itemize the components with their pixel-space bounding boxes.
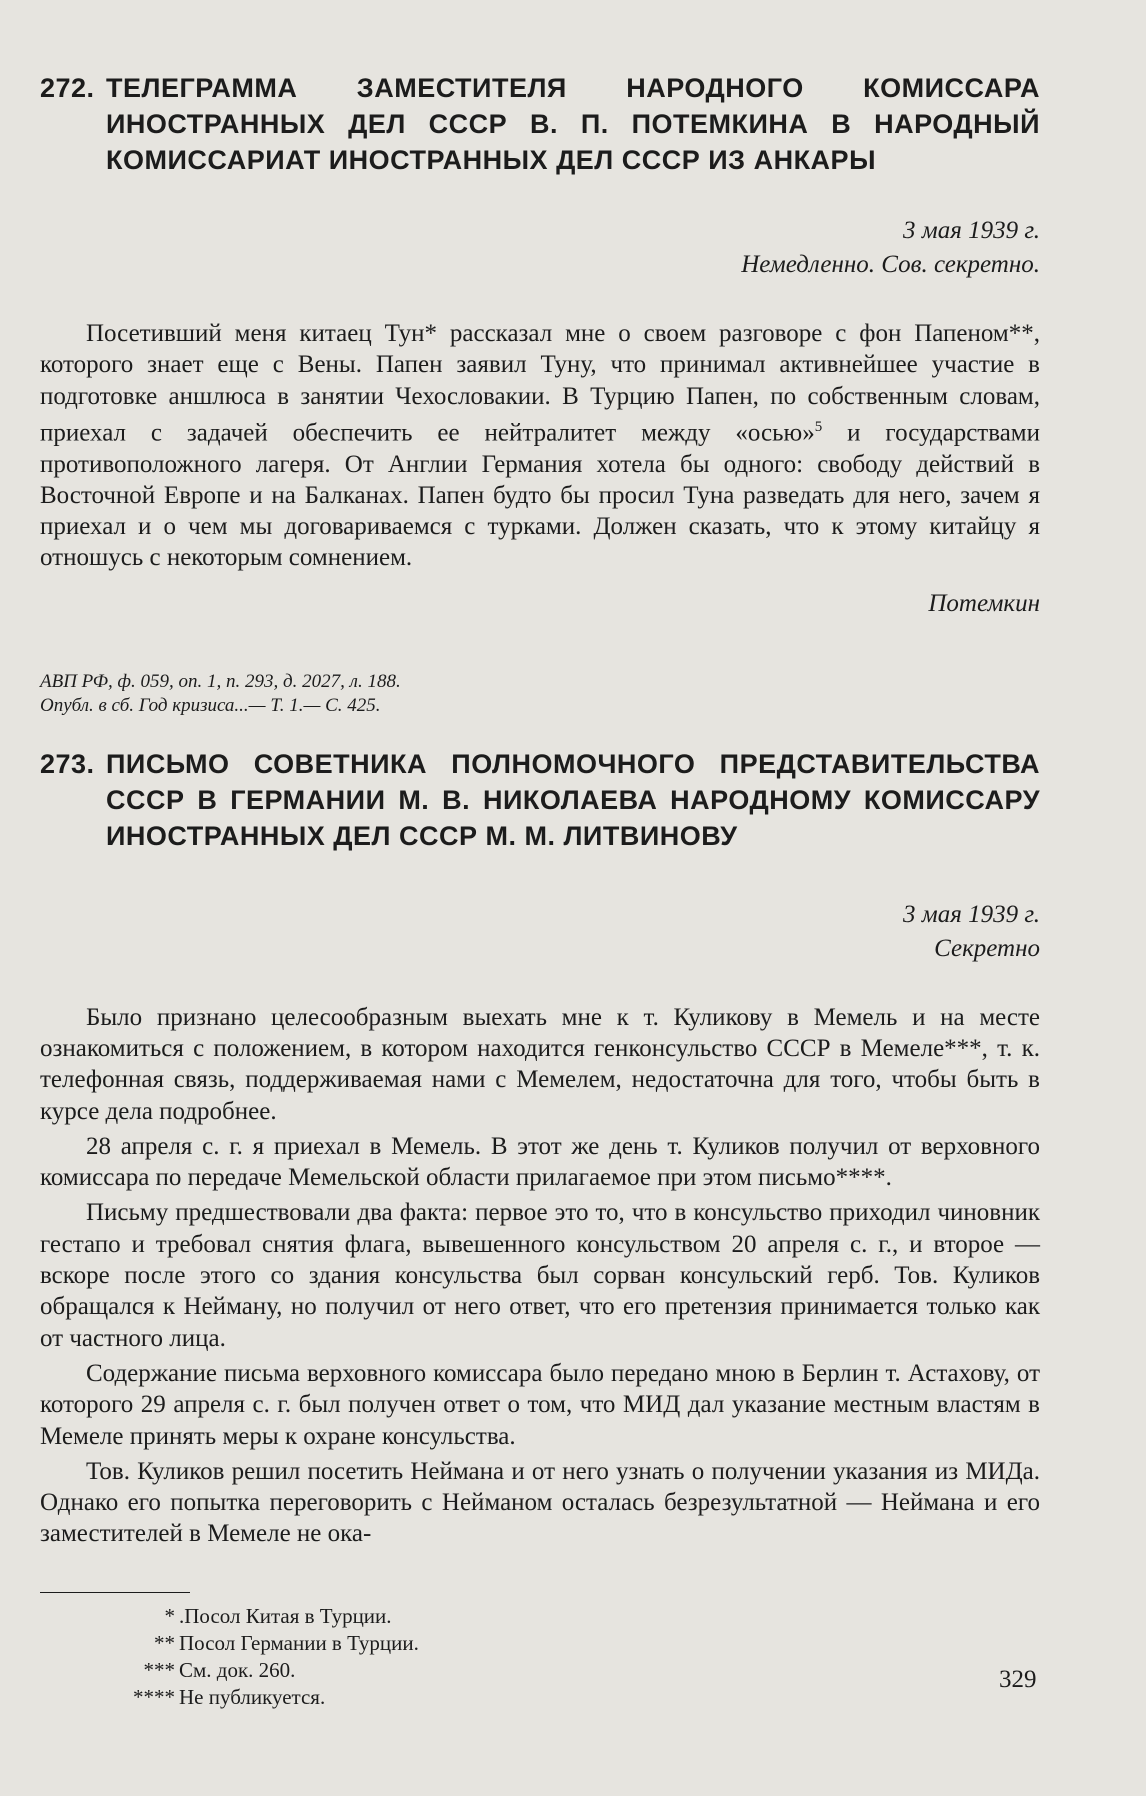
footnote-mark: ***	[143, 1657, 175, 1682]
doc-272-signature: Потемкин	[928, 589, 1040, 617]
doc-272-heading	[40, 70, 1040, 178]
footnote-text: .Посол Китая в Турции.	[179, 1603, 392, 1628]
publication-reference: Опубл. в сб. Год кризиса...— Т. 1.— С. 425.	[40, 694, 381, 716]
doc-273-paragraph: 28 апреля с. г. я приехал в Мемель. В этот же день т. Куликов получил от верховного комиссара по передаче Мемельской области прилагаемое при этом письмо****.	[40, 1132, 1040, 1192]
doc-273-paragraph: Содержание письма верховного комиссара было передано мною в Берлин т. Астахову, от которого 29 апреля с. г. был получен ответ о том, что МИД дал указание местным властям в Мемеле принять меры к охране консульства.	[40, 1359, 1040, 1450]
footnote-ref-5: 5	[814, 418, 823, 435]
doc-273-body	[40, 1002, 1040, 1550]
doc-273-date: 3 мая 1939 г.	[903, 900, 1040, 928]
doc-273-paragraph: Тов. Куликов решил посетить Неймана и от него узнать о получении указания из МИДа. Однако его попытка переговорить с Нейманом осталась безрезультатной — Неймана и его заместителей в Мемеле не ока-	[40, 1457, 1040, 1548]
doc-273-classification: Секретно	[934, 934, 1040, 962]
footnote-mark: **	[154, 1630, 175, 1655]
footnote-divider	[40, 1592, 190, 1593]
footnotes	[40, 1603, 1040, 1711]
doc-272-archive	[40, 670, 1040, 718]
doc-272-classification: Немедленно. Сов. секретно.	[741, 251, 1040, 278]
footnote-item	[40, 1630, 1040, 1657]
doc-273-heading	[40, 746, 1040, 854]
doc-272-number: 272.	[40, 73, 95, 103]
doc-273-title: ПИСЬМО СОВЕТНИКА ПОЛНОМОЧНОГО ПРЕДСТАВИТЕЛЬСТВА СССР В ГЕРМАНИИ М. В. НИКОЛАЕВА НАРОДНОМУ КОМИССАРУ ИНОСТРАННЫХ ДЕЛ СССР М. М. ЛИТВИНОВУ	[106, 748, 1040, 851]
archive-reference: АВП РФ, ф. 059, оп. 1, п. 293, д. 2027, л. 188.	[40, 670, 401, 692]
doc-273-paragraph: Было признано целесообразным выехать мне к т. Куликову в Мемель и на месте ознакомиться с положением, в котором находится генконсульство СССР в Мемеле***, т. к. телефонная связь, поддерживаемая нами с Мемелем, недостаточна для того, чтобы быть в курсе дела подробнее.	[40, 1003, 1040, 1125]
doc-272-paragraph	[40, 318, 1040, 574]
footnote-item	[40, 1684, 1040, 1711]
document-column	[40, 70, 1040, 1711]
doc-273-paragraph: Письму предшествовали два факта: первое это то, что в консульство приходил чиновник гестапо и требовал снятия флага, вывешенного консульством 20 апреля с. г., и второе — вскоре после этого со здания консульства был сорван консульский герб. Тов. Куликов обращался к Нейману, но получил от него ответ, что его претензия принимается только как от частного лица.	[40, 1199, 1040, 1352]
footnote-item	[40, 1603, 1040, 1630]
doc-272-date: 3 мая 1939 г.	[903, 217, 1040, 244]
footnote-mark: ****	[133, 1684, 175, 1709]
doc-272-title: ТЕЛЕГРАММА ЗАМЕСТИТЕЛЯ НАРОДНОГО КОМИССАРА ИНОСТРАННЫХ ДЕЛ СССР В. П. ПОТЕМКИНА В НАРОДНЫЙ КОМИССАРИАТ ИНОСТРАННЫХ ДЕЛ СССР ИЗ АНКАРЫ	[106, 73, 1040, 175]
footnote-text: См. док. 260.	[179, 1657, 296, 1682]
footnote-text: Не публикуется.	[179, 1684, 326, 1709]
doc-272-body	[40, 318, 1040, 574]
page-number: 329	[999, 1666, 1037, 1693]
doc-272-text-part-2: и государствами противоположного лагеря. От Англии Германия хотела бы одного: свободу действий в Восточной Европе и на Балканах. Папен будто бы просил Туна разведать для него, зачем я приехал и о чем мы договариваемся с турками. Должен сказать, что к этому китайцу я отношусь с некоторым сомнением.	[40, 419, 1040, 572]
doc-273-number: 273.	[40, 748, 95, 779]
footnote-mark: *	[164, 1603, 175, 1628]
footnote-text: Посол Германии в Турции.	[179, 1630, 419, 1655]
doc-272-text-part-1: Посетивший меня китаец Тун* рассказал мне о своем разговоре с фон Папеном**, которого знает еще с Вены. Папен заявил Туну, что принимал активнейшее участие в подготовке аншлюса в занятии Чехословакии. В Турцию Папен, по собственным словам, приехал с задачей обеспечить ее нейтралитет между «осью»	[40, 320, 1040, 447]
footnote-item	[40, 1657, 1040, 1684]
